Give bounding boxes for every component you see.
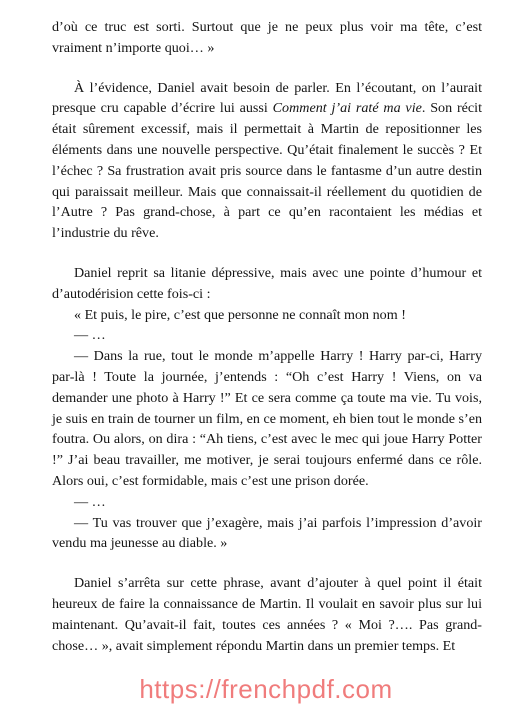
- dialogue-line: — Tu vas trouver que j’exagère, mais j’ai parfois l’impression d’avoir vendu ma jeunesse au diable. »: [52, 514, 482, 552]
- dialogue-line: — …: [74, 327, 106, 344]
- watermark-url: https://frenchpdf.com: [139, 674, 393, 704]
- paragraph-text-start: À l’évidence, Daniel avait besoin de parler. En l’écoutant, on l’aurait presque cru capable d’écrire lui aussi: [52, 79, 482, 117]
- paragraph-continued: d’où ce truc est sorti. Surtout que je ne peux plus voir ma tête, c’est vraiment n’importe quoi… »: [52, 19, 482, 56]
- paragraph-text-end: . Son récit était sûrement excessif, mais il permettait à Martin de repositionner les éléments dans une nouvelle perspective. Qu’était finalement le succès ? Et l’échec ? Sa frustration avait pris source dans le fantasme d’un autre destin qui paraissait meilleur. Mais que connaissait-il réellement du quotidien de l’Autre ? Pas grand-chose, à part ce qu’en racontaient les médias et l’industrie du rêve.: [52, 100, 482, 242]
- dialogue-line: « Et puis, le pire, c’est que personne ne connaît mon nom !: [74, 306, 406, 323]
- paragraph-litany: Daniel reprit sa litanie dépressive, mais avec une pointe d’humour et d’autodérision cette fois-ci :: [52, 264, 482, 302]
- paragraph-daniel-needs-to-talk: [52, 78, 482, 244]
- dialogue-line: — Dans la rue, tout le monde m’appelle Harry ! Harry par-ci, Harry par-là ! Toute la journée, j’entends : “Oh c’est Harry ! Viens, on va demander une photo à Harry !” Et ce sera comme ça toute ma vie. Tu vois, je suis en train de tourner un film, en ce moment, eh bien tout le monde s’en foutra. Ou alors, on dira : “Ah tiens, c’est avec le mec qui joue Harry Potter !” J’ai beau travailler, me motiver, je serai toujours enfermé dans ce rôle. Alors oui, c’est formidable, mais c’est une prison dorée.: [52, 348, 482, 489]
- book-title-italic: Comment j’ai raté ma vie: [272, 100, 422, 117]
- dialogue-line: — …: [74, 493, 106, 510]
- paragraph-daniel-stops: Daniel s’arrêta sur cette phrase, avant d’ajouter à quel point il était heureux de faire la connaissance de Martin. Il voulait en savoir plus sur lui maintenant. Qu’avait-il fait, toutes ces années ? « Moi ?…. Pas grand-chose… », avait simplement répondu Martin dans un premier temps. Et: [52, 575, 482, 654]
- body-text: [52, 17, 482, 656]
